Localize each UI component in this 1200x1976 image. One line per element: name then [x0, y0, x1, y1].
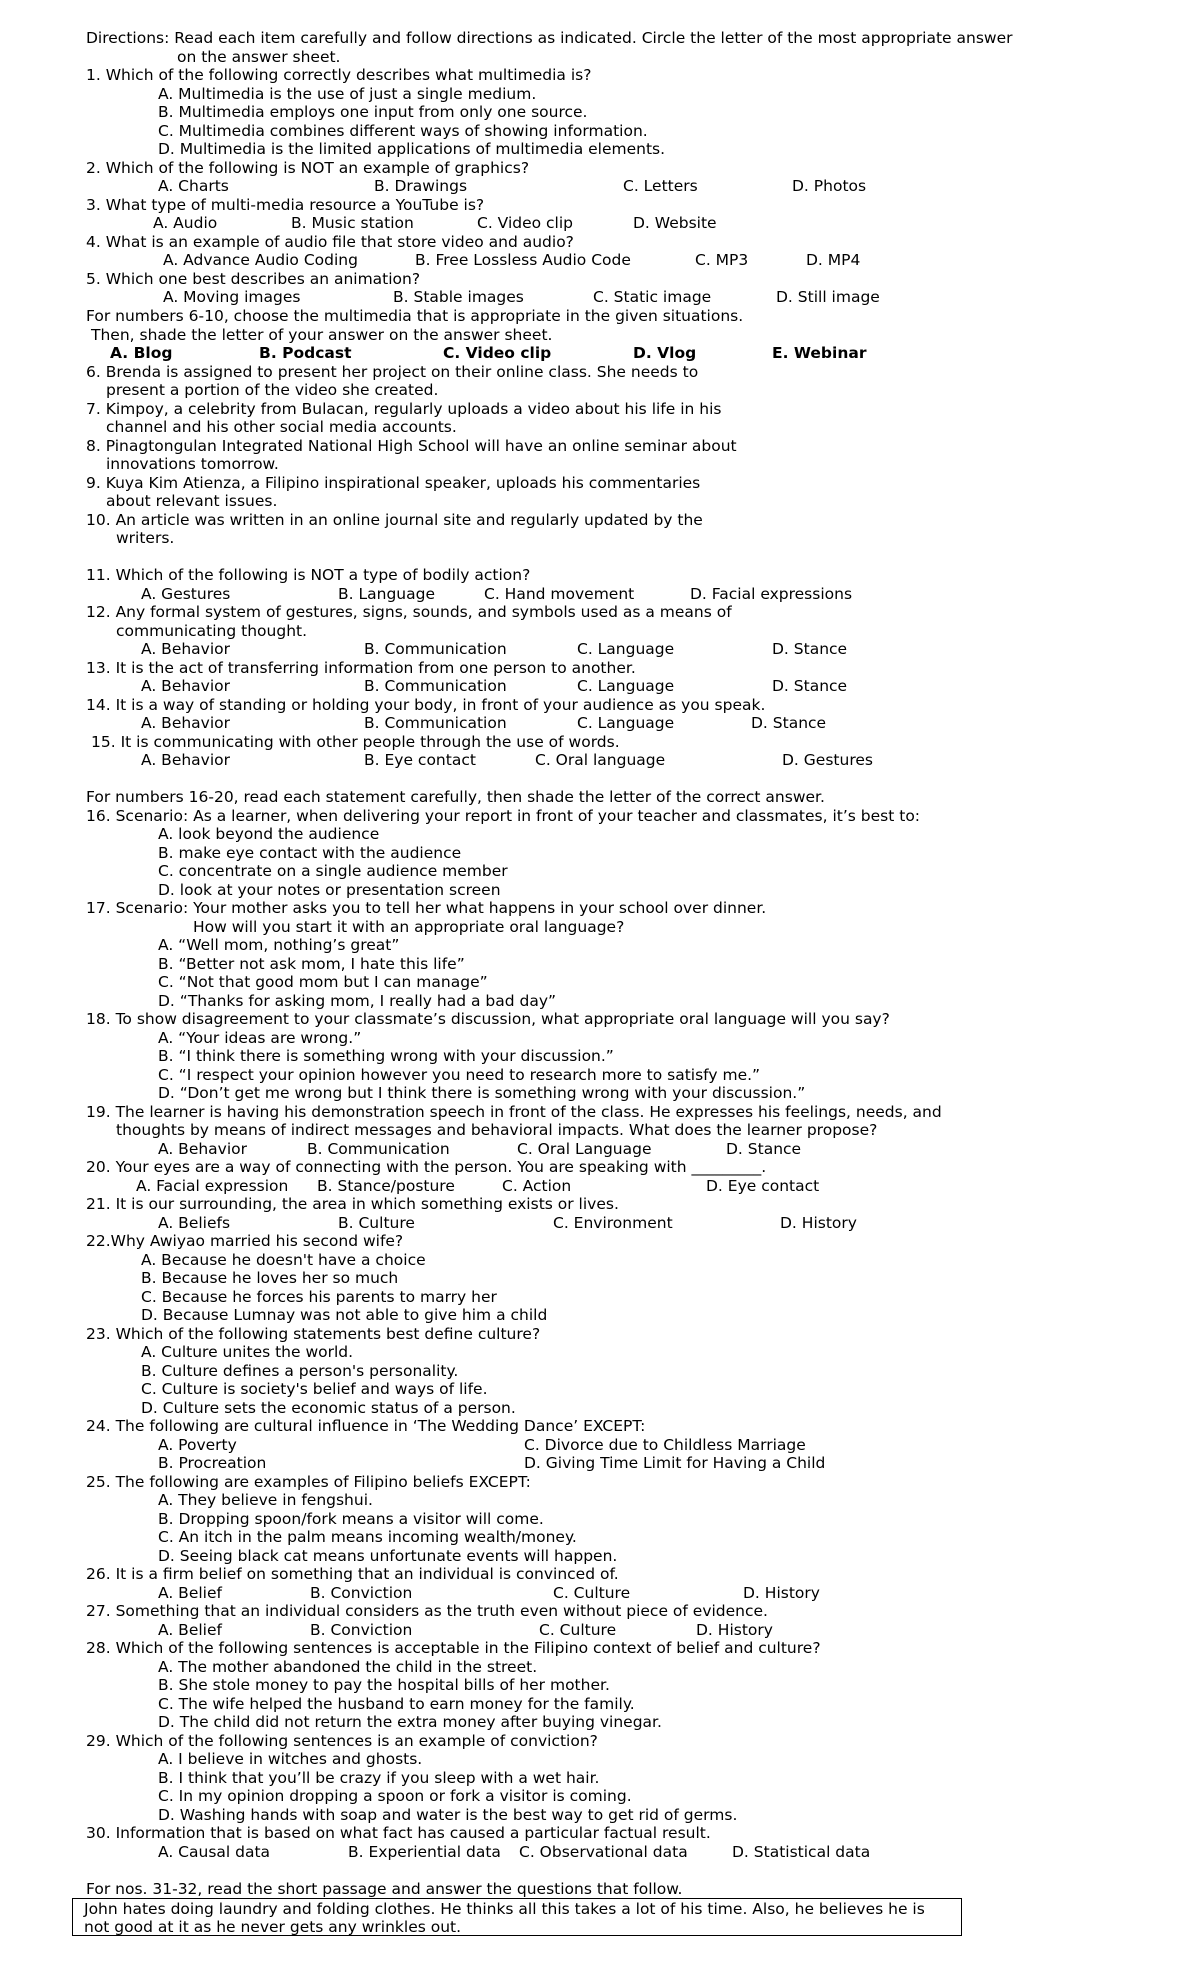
question-11-stem: 11. Which of the following is NOT a type of bodily action?: [86, 566, 531, 584]
question-12-choice-d: D. Stance: [772, 640, 848, 658]
directions-line-2: on the answer sheet.: [177, 48, 341, 66]
option-podcast: B. Podcast: [259, 344, 352, 362]
question-18-choice-d: D. “Don’t get me wrong but I think there is something wrong with your discussion.”: [158, 1084, 806, 1102]
option-blog: A. Blog: [110, 344, 173, 362]
question-14-choice-c: C. Language: [577, 714, 675, 732]
question-5-choice-b: B. Stable images: [393, 288, 524, 306]
question-13-choice-d: D. Stance: [772, 677, 848, 695]
question-28-choice-b: B. She stole money to pay the hospital bills of her mother.: [158, 1676, 610, 1694]
directions-line-1: Directions: Read each item carefully and follow directions as indicated. Circle the letter of the most appropriate answer: [86, 29, 1013, 47]
section-6-10-instruction-1: For numbers 6-10, choose the multimedia that is appropriate in the given situations.: [86, 307, 744, 325]
question-12-choice-b: B. Communication: [364, 640, 507, 658]
question-17-choice-b: B. “Better not ask mom, I hate this life”: [158, 955, 465, 973]
question-8-line-2: innovations tomorrow.: [106, 455, 279, 473]
question-29-stem: 29. Which of the following sentences is an example of conviction?: [86, 1732, 598, 1750]
question-16-choice-d: D. look at your notes or presentation screen: [158, 881, 501, 899]
question-19-choice-d: D. Stance: [726, 1140, 802, 1158]
question-28-stem: 28. Which of the following sentences is acceptable in the Filipino context of belief and culture?: [86, 1639, 821, 1657]
question-2-stem: 2. Which of the following is NOT an example of graphics?: [86, 159, 530, 177]
question-27-choice-c: C. Culture: [539, 1621, 617, 1639]
question-23-choice-a: A. Culture unites the world.: [141, 1343, 354, 1361]
option-video-clip: C. Video clip: [443, 344, 552, 362]
question-14-stem: 14. It is a way of standing or holding your body, in front of your audience as you speak.: [86, 696, 766, 714]
question-6-line-2: present a portion of the video she created.: [106, 381, 439, 399]
question-3-choice-d: D. Website: [633, 214, 717, 232]
question-9-line-1: 9. Kuya Kim Atienza, a Filipino inspirational speaker, uploads his commentaries: [86, 474, 701, 492]
question-21-choice-a: A. Beliefs: [158, 1214, 231, 1232]
question-25-choice-a: A. They believe in fengshui.: [158, 1491, 373, 1509]
question-22-stem: 22.Why Awiyao married his second wife?: [86, 1232, 404, 1250]
question-30-choice-b: B. Experiential data: [348, 1843, 501, 1861]
question-20-choice-d: D. Eye contact: [706, 1177, 820, 1195]
question-23-choice-c: C. Culture is society's belief and ways of life.: [141, 1380, 488, 1398]
question-18-choice-c: C. “I respect your opinion however you need to research more to satisfy me.”: [158, 1066, 761, 1084]
question-26-choice-d: D. History: [743, 1584, 820, 1602]
question-26-stem: 26. It is a firm belief on something that an individual is convinced of.: [86, 1565, 619, 1583]
question-18-choice-b: B. “I think there is something wrong with your discussion.”: [158, 1047, 614, 1065]
question-4-choice-a: A. Advance Audio Coding: [163, 251, 358, 269]
question-3-choice-c: C. Video clip: [477, 214, 574, 232]
question-5-choice-c: C. Static image: [593, 288, 712, 306]
question-2-choice-a: A. Charts: [158, 177, 229, 195]
question-22-choice-b: B. Because he loves her so much: [141, 1269, 399, 1287]
question-21-stem: 21. It is our surrounding, the area in which something exists or lives.: [86, 1195, 619, 1213]
question-11-choice-d: D. Facial expressions: [690, 585, 853, 603]
question-15-choice-c: C. Oral language: [535, 751, 666, 769]
question-11-choice-a: A. Gestures: [141, 585, 231, 603]
question-1-stem: 1. Which of the following correctly describes what multimedia is?: [86, 66, 592, 84]
question-21-choice-c: C. Environment: [553, 1214, 673, 1232]
question-2-choice-d: D. Photos: [792, 177, 867, 195]
question-16-choice-c: C. concentrate on a single audience member: [158, 862, 508, 880]
question-30-choice-c: C. Observational data: [519, 1843, 688, 1861]
question-7-line-1: 7. Kimpoy, a celebrity from Bulacan, regularly uploads a video about his life in his: [86, 400, 722, 418]
question-14-choice-d: D. Stance: [751, 714, 827, 732]
question-30-stem: 30. Information that is based on what fact has caused a particular factual result.: [86, 1824, 711, 1842]
question-13-stem: 13. It is the act of transferring information from one person to another.: [86, 659, 636, 677]
question-17-choice-c: C. “Not that good mom but I can manage”: [158, 973, 488, 991]
question-19-choice-b: B. Communication: [307, 1140, 450, 1158]
question-25-choice-c: C. An itch in the palm means incoming wealth/money.: [158, 1528, 577, 1546]
question-24-stem: 24. The following are cultural influence in ‘The Wedding Dance’ EXCEPT:: [86, 1417, 646, 1435]
question-23-choice-b: B. Culture defines a person's personality.: [141, 1362, 459, 1380]
question-19-choice-a: A. Behavior: [158, 1140, 248, 1158]
option-webinar: E. Webinar: [772, 344, 867, 362]
question-24-choice-b: B. Procreation: [158, 1454, 267, 1472]
question-7-line-2: channel and his other social media accounts.: [106, 418, 457, 436]
question-26-choice-c: C. Culture: [553, 1584, 631, 1602]
question-5-choice-d: D. Still image: [776, 288, 880, 306]
question-3-choice-b: B. Music station: [291, 214, 414, 232]
question-12-choice-c: C. Language: [577, 640, 675, 658]
question-24-choice-c: C. Divorce due to Childless Marriage: [524, 1436, 806, 1454]
question-12-stem-2: communicating thought.: [116, 622, 308, 640]
question-14-choice-a: A. Behavior: [141, 714, 231, 732]
question-21-choice-b: B. Culture: [338, 1214, 415, 1232]
question-19-stem-2: thoughts by means of indirect messages and behavioral impacts. What does the learner propose?: [116, 1121, 878, 1139]
question-20-stem: 20. Your eyes are a way of connecting with the person. You are speaking with _________.: [86, 1158, 767, 1176]
question-17-choice-a: A. “Well mom, nothing’s great”: [158, 936, 400, 954]
question-4-choice-b: B. Free Lossless Audio Code: [415, 251, 631, 269]
question-3-choice-a: A. Audio: [153, 214, 218, 232]
question-29-choice-a: A. I believe in witches and ghosts.: [158, 1750, 423, 1768]
question-23-choice-d: D. Culture sets the economic status of a person.: [141, 1399, 516, 1417]
question-30-choice-d: D. Statistical data: [732, 1843, 871, 1861]
passage-line-2: not good at it as he never gets any wrinkles out.: [84, 1918, 462, 1936]
question-24-choice-a: A. Poverty: [158, 1436, 237, 1454]
question-12-choice-a: A. Behavior: [141, 640, 231, 658]
question-22-choice-c: C. Because he forces his parents to marry her: [141, 1288, 497, 1306]
question-26-choice-a: A. Belief: [158, 1584, 222, 1602]
question-18-stem: 18. To show disagreement to your classmate’s discussion, what appropriate oral language will you say?: [86, 1010, 890, 1028]
question-4-choice-d: D. MP4: [806, 251, 861, 269]
question-27-stem: 27. Something that an individual considers as the truth even without piece of evidence.: [86, 1602, 768, 1620]
question-13-choice-c: C. Language: [577, 677, 675, 695]
question-27-choice-b: B. Conviction: [310, 1621, 413, 1639]
question-17-choice-d: D. “Thanks for asking mom, I really had a bad day”: [158, 992, 557, 1010]
question-1-choice-a: A. Multimedia is the use of just a single medium.: [158, 85, 537, 103]
question-12-stem-1: 12. Any formal system of gestures, signs, sounds, and symbols used as a means of: [86, 603, 732, 621]
question-1-choice-d: D. Multimedia is the limited applications of multimedia elements.: [158, 140, 666, 158]
question-13-choice-b: B. Communication: [364, 677, 507, 695]
question-24-choice-d: D. Giving Time Limit for Having a Child: [524, 1454, 826, 1472]
question-15-choice-a: A. Behavior: [141, 751, 231, 769]
section-16-20-instruction: For numbers 16-20, read each statement carefully, then shade the letter of the correct answer.: [86, 788, 825, 806]
question-28-choice-a: A. The mother abandoned the child in the street.: [158, 1658, 538, 1676]
question-19-choice-c: C. Oral Language: [517, 1140, 652, 1158]
section-31-32-instruction: For nos. 31-32, read the short passage and answer the questions that follow.: [86, 1880, 683, 1898]
question-4-choice-c: C. MP3: [695, 251, 749, 269]
question-25-stem: 25. The following are examples of Filipino beliefs EXCEPT:: [86, 1473, 531, 1491]
question-28-choice-c: C. The wife helped the husband to earn money for the family.: [158, 1695, 635, 1713]
question-5-stem: 5. Which one best describes an animation?: [86, 270, 421, 288]
question-13-choice-a: A. Behavior: [141, 677, 231, 695]
question-15-choice-d: D. Gestures: [782, 751, 873, 769]
question-27-choice-a: A. Belief: [158, 1621, 222, 1639]
question-11-choice-b: B. Language: [338, 585, 435, 603]
question-10-line-2: writers.: [116, 529, 175, 547]
question-19-stem-1: 19. The learner is having his demonstration speech in front of the class. He expresses his feelings, needs, and: [86, 1103, 942, 1121]
section-6-10-instruction-2: Then, shade the letter of your answer on the answer sheet.: [91, 326, 553, 344]
question-15-choice-b: B. Eye contact: [364, 751, 476, 769]
question-8-line-1: 8. Pinagtongulan Integrated National High School will have an online seminar about: [86, 437, 737, 455]
question-27-choice-d: D. History: [696, 1621, 773, 1639]
question-3-stem: 3. What type of multi-media resource a YouTube is?: [86, 196, 485, 214]
question-5-choice-a: A. Moving images: [163, 288, 301, 306]
question-20-choice-a: A. Facial expression: [136, 1177, 289, 1195]
question-29-choice-c: C. In my opinion dropping a spoon or fork a visitor is coming.: [158, 1787, 632, 1805]
question-20-choice-c: C. Action: [502, 1177, 572, 1195]
question-29-choice-b: B. I think that you’ll be crazy if you sleep with a wet hair.: [158, 1769, 600, 1787]
option-vlog: D. Vlog: [633, 344, 697, 362]
question-1-choice-c: C. Multimedia combines different ways of showing information.: [158, 122, 648, 140]
question-21-choice-d: D. History: [780, 1214, 857, 1232]
question-22-choice-d: D. Because Lumnay was not able to give him a child: [141, 1306, 548, 1324]
question-9-line-2: about relevant issues.: [106, 492, 278, 510]
question-29-choice-d: D. Washing hands with soap and water is the best way to get rid of germs.: [158, 1806, 738, 1824]
passage-line-1: John hates doing laundry and folding clothes. He thinks all this takes a lot of his time. Also, he believes he is: [84, 1900, 925, 1918]
question-14-choice-b: B. Communication: [364, 714, 507, 732]
question-16-stem: 16. Scenario: As a learner, when delivering your report in front of your teacher and classmates, it’s best to:: [86, 807, 921, 825]
question-22-choice-a: A. Because he doesn't have a choice: [141, 1251, 426, 1269]
question-18-choice-a: A. “Your ideas are wrong.”: [158, 1029, 362, 1047]
question-16-choice-a: A. look beyond the audience: [158, 825, 380, 843]
question-25-choice-b: B. Dropping spoon/fork means a visitor will come.: [158, 1510, 544, 1528]
question-15-stem: 15. It is communicating with other people through the use of words.: [91, 733, 620, 751]
question-10-line-1: 10. An article was written in an online journal site and regularly updated by the: [86, 511, 703, 529]
question-16-choice-b: B. make eye contact with the audience: [158, 844, 462, 862]
question-11-choice-c: C. Hand movement: [484, 585, 635, 603]
question-2-choice-c: C. Letters: [623, 177, 698, 195]
question-2-choice-b: B. Drawings: [374, 177, 468, 195]
question-4-stem: 4. What is an example of audio file that store video and audio?: [86, 233, 574, 251]
question-30-choice-a: A. Causal data: [158, 1843, 271, 1861]
question-20-choice-b: B. Stance/posture: [317, 1177, 455, 1195]
question-28-choice-d: D. The child did not return the extra money after buying vinegar.: [158, 1713, 662, 1731]
question-25-choice-d: D. Seeing black cat means unfortunate events will happen.: [158, 1547, 618, 1565]
question-6-line-1: 6. Brenda is assigned to present her project on their online class. She needs to: [86, 363, 699, 381]
question-1-choice-b: B. Multimedia employs one input from only one source.: [158, 103, 588, 121]
question-17-stem-1: 17. Scenario: Your mother asks you to tell her what happens in your school over dinner.: [86, 899, 767, 917]
question-17-stem-2: How will you start it with an appropriate oral language?: [193, 918, 625, 936]
question-26-choice-b: B. Conviction: [310, 1584, 413, 1602]
question-23-stem: 23. Which of the following statements best define culture?: [86, 1325, 541, 1343]
